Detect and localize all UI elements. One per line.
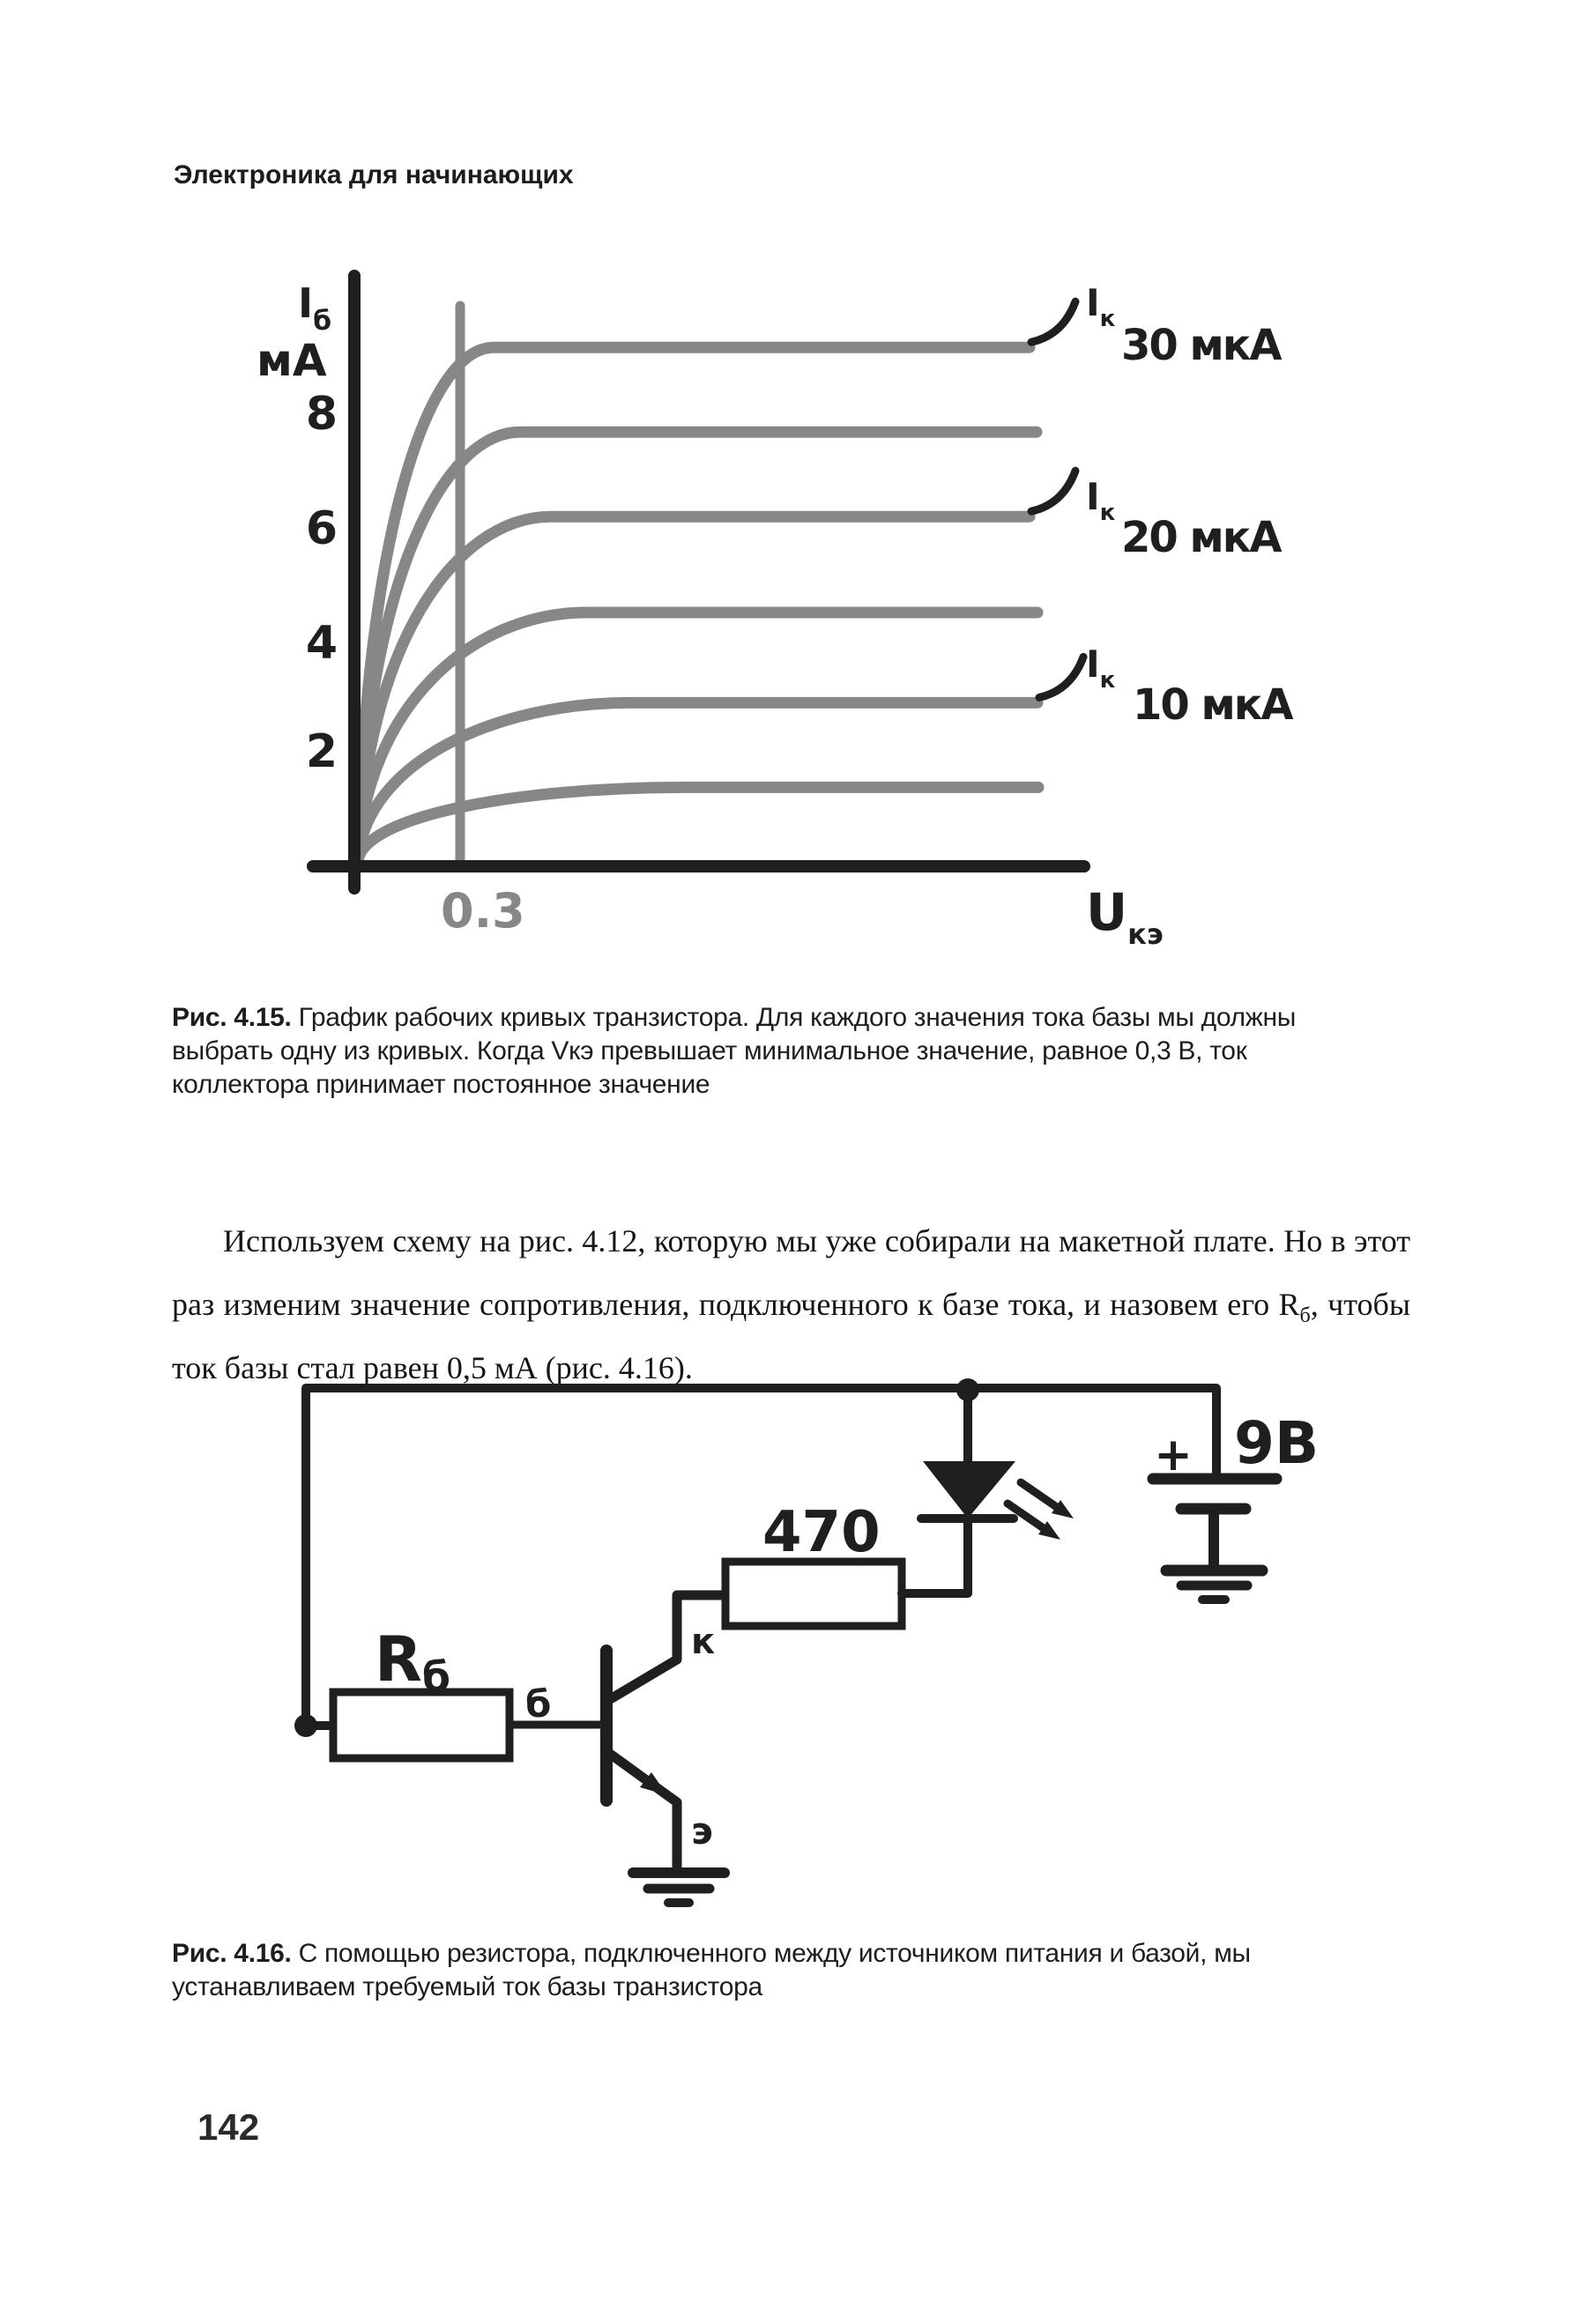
emitter-terminal-label: э — [691, 1809, 713, 1853]
y-tick-4: 4 — [305, 617, 338, 670]
collector-terminal-label: к — [691, 1622, 716, 1662]
svg-text:Iк: $I_к$ — [1086, 642, 1116, 694]
page-number: 142 — [197, 2106, 260, 2148]
curve-label-pointer — [1031, 471, 1075, 511]
paragraph-part2: , чтобы ток базы стал равен 0,5 мА (рис. 4.16). — [172, 1287, 1411, 1385]
figure-circuit-schematic — [282, 1357, 1340, 1926]
caption-text: С помощью резистора, подключенного между источником питания и базой, мы устанавливаем требуемый ток базы транзистора — [172, 1939, 1251, 2001]
graph-curves — [358, 301, 1083, 860]
svg-text:30 мкА: 30 мкА — [1121, 321, 1281, 370]
resistor-rb-label: Rб — [375, 1623, 451, 1701]
y-tick-8: 8 — [305, 388, 338, 441]
y-tick-6: 6 — [305, 502, 338, 555]
resistor-470 — [725, 1562, 902, 1626]
caption-label: Рис. 4.15. — [172, 1003, 292, 1032]
caption-fig-4-16 — [172, 1937, 1371, 2004]
led-triangle — [923, 1461, 1015, 1518]
y-axis-title: $I_б$ — [298, 279, 332, 337]
wire-470-to-led — [902, 1518, 968, 1593]
paragraph-part1: Используем схему на рис. 4.12, которую мы уже собирали на макетной плате. Но в этот раз изменим значение сопротивления, подключенного к базе тока, и назовем его — [172, 1223, 1410, 1322]
curve-label-30 — [1086, 281, 1282, 370]
caption-text: График рабочих кривых транзистора. Для каждого значения тока базы мы должны выбрать одну из кривых. Когда Vкэ превышает минимальное значение, равное 0,3 В, ток коллектора принимает постоянное значение — [172, 1003, 1297, 1099]
y-axis-unit: мА — [257, 335, 327, 386]
caption-fig-4-15 — [172, 1001, 1371, 1102]
running-head: Электроника для начинающих — [174, 160, 574, 189]
led-light-arrows — [1008, 1482, 1074, 1540]
curve-label-pointer — [1031, 301, 1075, 342]
battery-9v — [1153, 1409, 1319, 1600]
caption-label: Рис. 4.16. — [172, 1939, 292, 1968]
r-base-inline: $R_б$ — [1278, 1287, 1311, 1328]
curve-label-10 — [1086, 642, 1293, 730]
ground-battery — [1166, 1570, 1262, 1600]
battery-voltage-label: 9В — [1234, 1409, 1320, 1477]
emitter-wire — [610, 1754, 677, 1871]
figure-transistor-curves — [247, 256, 1322, 961]
svg-text:20 мкА: 20 мкА — [1121, 513, 1281, 562]
battery-plus-sign: + — [1154, 1429, 1193, 1481]
curve-label-pointer — [1039, 657, 1083, 697]
resistor-rb — [333, 1692, 509, 1758]
svg-text:Iк: $I_к$ — [1086, 475, 1116, 526]
resistor-470-label: 470 — [762, 1500, 881, 1565]
svg-text:10 мкА: 10 мкА — [1133, 680, 1292, 730]
x-tick-03: 0.3 — [441, 883, 525, 939]
base-terminal-label: б — [525, 1682, 552, 1726]
curve-label-20 — [1086, 475, 1282, 562]
ground-emitter — [633, 1873, 725, 1903]
y-tick-2: 2 — [305, 725, 338, 778]
svg-text:Iк: $I_к$ — [1086, 281, 1116, 332]
x-axis-title: $U_{кэ}$ — [1086, 882, 1164, 951]
